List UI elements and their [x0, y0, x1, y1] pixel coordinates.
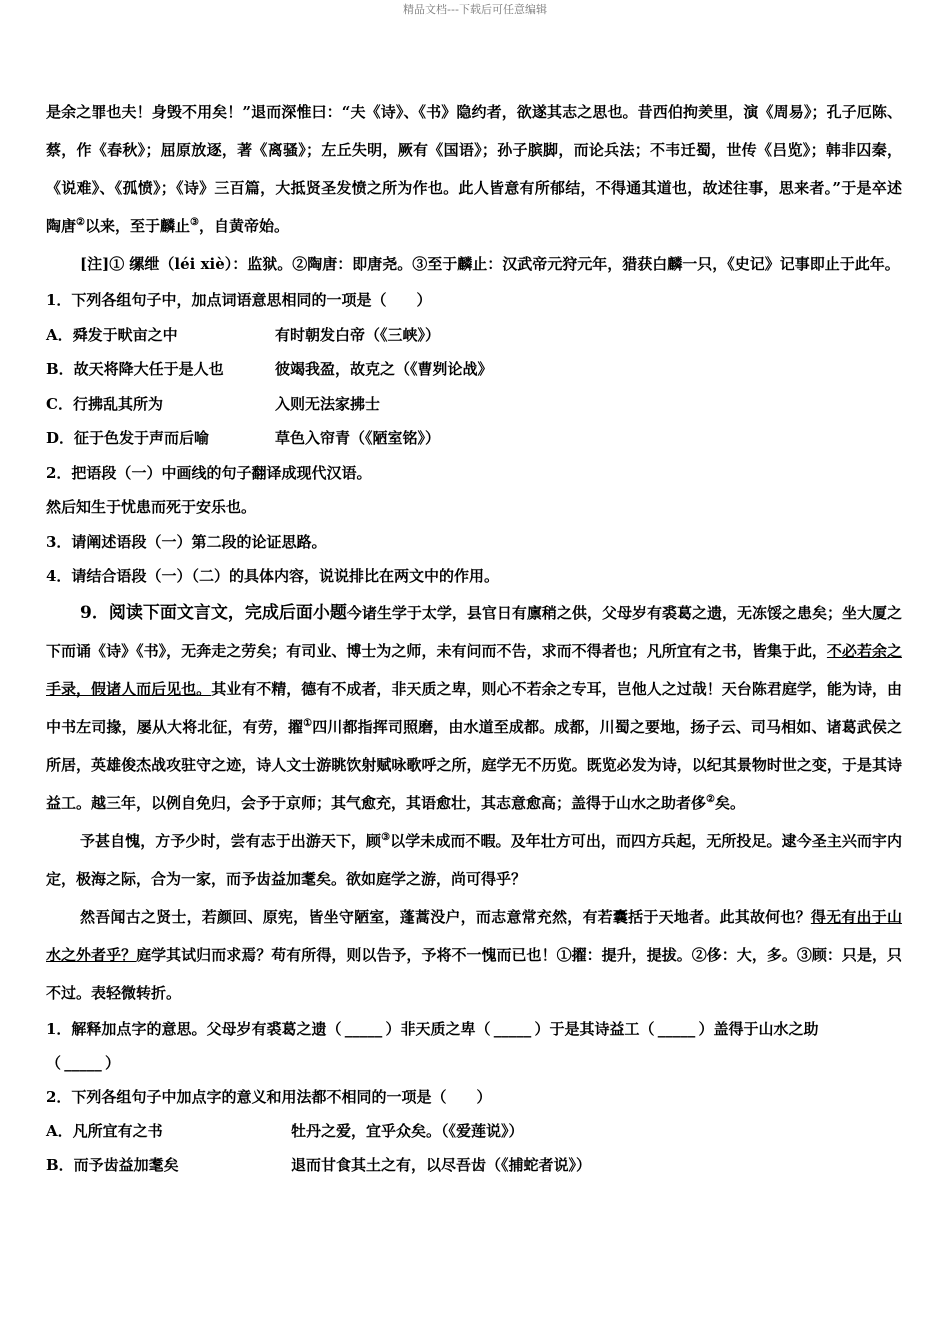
passage1-paragraph: 是余之罪也夫！身毁不用矣！”退而深惟曰：“夫《诗》、《书》隐约者，欲遂其志之思也。昔西伯拘羑里，演《周易》；孔子厄陈、蔡，作《春秋》；屈原放逐，著《离骚》；左丘失明，厥有《国语》；孙子膑脚，而论兵法；不韦迁蜀，世传《吕览》；韩非囚秦，《说难》、《孤愤》；《诗》三百篇，大抵贤圣发愤之所为作也。此人皆意有所郁结，不得通其道也，故述往事，思来者。”于是卒述陶唐②以来，至于麟止③，自黄帝始。: [46, 103, 902, 235]
answer-blank[interactable]: _____: [64, 1053, 102, 1072]
question-2: 2．把语段（一）中画线的句子翻译成现代汉语。: [46, 463, 372, 482]
option-right: 入则无法家拂士: [275, 394, 381, 413]
question-3: 3．请阐述语段（一）第二段的论证思路。: [46, 532, 327, 551]
passage2-paragraph-2: 予甚自愧，方予少时，尝有志于出游天下，顾③以学未成而不暇。及年壮方可出，而四方兵起，无所投足。逮今圣主兴而宇内定，极海之际，合为一家，而予齿益加耄矣。欲如庭学之游，尚可得乎？: [46, 831, 902, 888]
text-segment: 今诸生学于太学，县官日有廪稍之供，父母岁有裘葛之遗，无冻馁之患矣；坐大厦之下而诵《诗》《书》，无奔走之劳矣；有司业、博士为之师，未有问而不告，求而不得者也；凡所宜有之书，皆集于此，: [46, 603, 903, 660]
question-4: 4．请结合语段（一）（二）的具体内容，说说排比在两文中的作用。: [46, 567, 499, 585]
question-1: 1．下列各组句子中，加点词语意思相同的一项是（ ）: [46, 291, 432, 309]
page-header: 精品文档---下载后可任意编辑: [403, 3, 547, 16]
option-left: A．凡所宜有之书: [46, 1121, 163, 1140]
underlined-sentence: 不必若余之手录，假诸人而后见也。: [46, 641, 902, 698]
answer-blank[interactable]: _____: [493, 1019, 532, 1038]
question-text: ）: [105, 1053, 121, 1072]
passage2-paragraph-1: [46, 594, 902, 822]
option-left: A．舜发于畎亩之中: [46, 325, 178, 344]
question-group-1: [46, 283, 902, 594]
underlined-sentence: 得无有出于山水之外者乎？: [46, 907, 902, 964]
question-2-2: 2．下列各组句子中加点字的意义和用法都不相同的一项是（ ）: [46, 1087, 492, 1106]
option-right: 有时朝发白帝（《三峡》）: [275, 325, 441, 344]
option-d: [46, 421, 902, 456]
passage1-note: [注]① 缧绁（léi xiè）：监狱。②陶唐：即唐尧。③至于麟止：汉武帝元狩元年，猎获白麟一只，《史记》记事即止于此年。: [80, 255, 900, 273]
option-right: 草色入帘青（《陋室铭》）: [275, 429, 441, 447]
question-text: 1．解释加点字的意思。父母岁有裘葛之遗（: [46, 1019, 342, 1038]
question-2-sentence: 然后知生于忧患而死于安乐也。: [46, 498, 257, 516]
option-a: [46, 318, 902, 353]
option-right: 牡丹之爱，宜乎众矣。（《爱莲说》）: [291, 1121, 524, 1140]
answer-blank[interactable]: _____: [657, 1019, 696, 1038]
option-right: 彼竭我盈，故克之（《曹刿论战》: [275, 360, 493, 378]
option-left: D．征于色发于声而后喻: [46, 429, 210, 447]
passage2-heading: 9．阅读下面文言文，完成后面小题: [80, 602, 347, 623]
option-right: 退而甘食其土之有，以尽吾齿（《捕蛇者说》）: [291, 1155, 592, 1174]
passage2-paragraph-3: [46, 898, 902, 1012]
question-text: ）非天质之卑（: [385, 1019, 491, 1038]
option-b: [46, 1148, 902, 1182]
option-left: B．故天将降大任于是人也: [46, 360, 224, 378]
text-segment: 庭学其试归而求焉？苟有所得，则以告予，予将不一愧而已也！①擢：提升，提拔。②侈：大，多。③顾：只是，只不过。表轻微转折。: [46, 945, 902, 1002]
document-body: [46, 93, 902, 1182]
option-left: B．而予齿益加耄矣: [46, 1155, 179, 1174]
option-c: [46, 387, 902, 422]
question-text: ）于是其诗益工（: [534, 1019, 655, 1038]
option-a: [46, 1114, 902, 1148]
question-2-1: [46, 1012, 902, 1046]
question-text: ）盖得于山水之助: [698, 1019, 819, 1038]
question-text: （: [46, 1053, 62, 1072]
option-b: [46, 352, 902, 387]
question-2-1-continued: [46, 1046, 902, 1080]
text-segment: 然吾闻古之贤士，若颜回、原宪，皆坐守陋室，蓬蒿没户，而志意常充然，有若囊括于天地者。此其故何也？: [80, 907, 811, 926]
option-left: C．行拂乱其所为: [46, 394, 163, 413]
question-group-2: [46, 1012, 902, 1182]
text-segment: 其业有不精，德有不成者，非天质之卑，则心不若余之专耳，岂他人之过哉！天台陈君庭学，能为诗，由中书左司掾，屡从大将北征，有劳，擢①四川都指挥司照磨，由水道至成都。成都，川蜀之要地，扬子云、司马相如、诸葛武侯之所居，英雄俊杰战攻驻守之迹，诗人文士游眺饮射赋咏歌呼之所，庭学无不历览。既览必发为诗，以纪其景物时世之变，于是其诗益工。越三年，以例自免归，会予于京师；其气愈充，其语愈壮，其志意愈高；盖得于山水之助者侈②矣。: [46, 679, 902, 812]
answer-blank[interactable]: _____: [344, 1019, 383, 1038]
